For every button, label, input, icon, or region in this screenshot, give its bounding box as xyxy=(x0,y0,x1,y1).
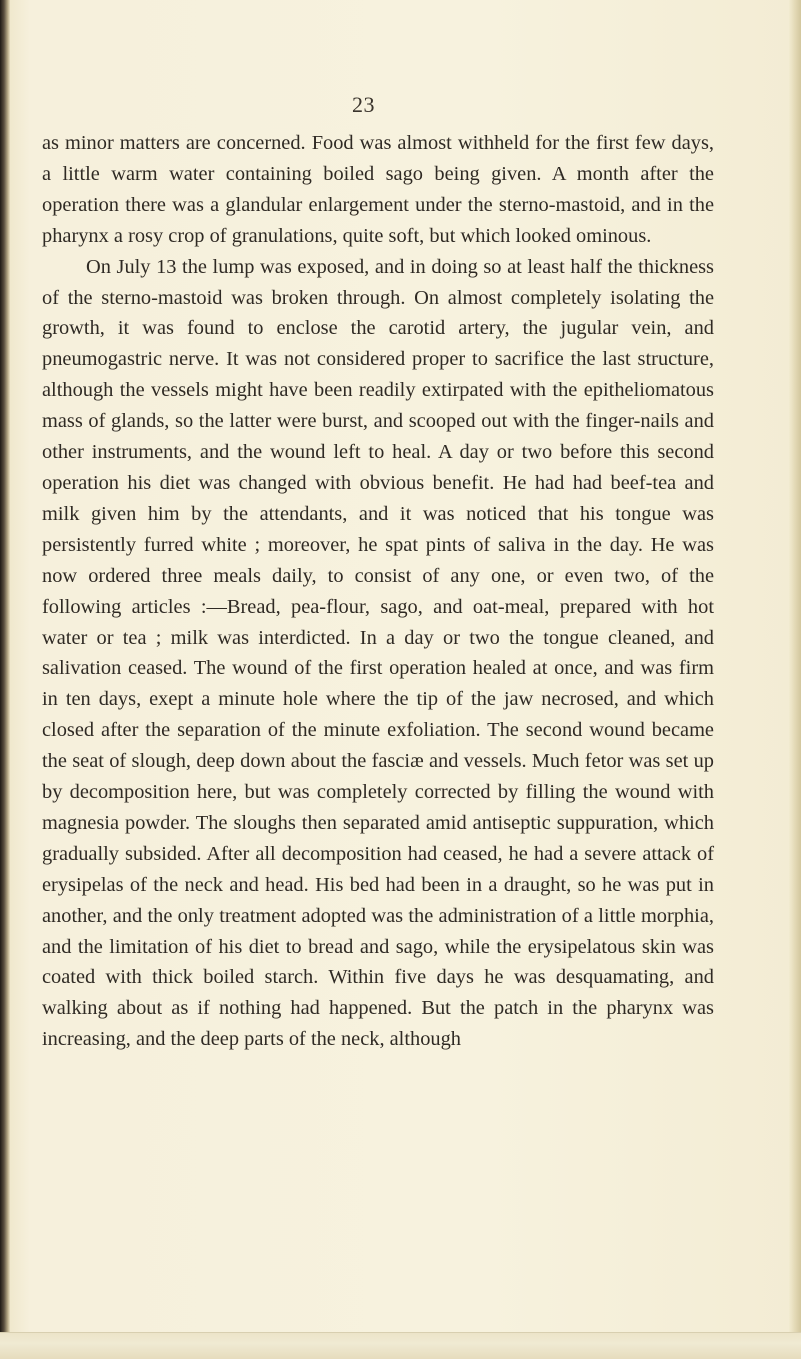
paragraph-1: as minor matters are concerned. Food was almost withheld for the first few days, a little warm water containing boiled sago being given. A month after the operation there was a glandular enlargement under the sterno-mastoid, and in the pharynx a rosy crop of granulations, quite soft, but which looked ominous. xyxy=(42,132,714,247)
book-spine-shadow xyxy=(0,0,10,1359)
paragraph-2: On July 13 the lump was exposed, and in doing so at least half the thickness of the sterno-mastoid was broken through. On almost completely isolating the growth, it was found to enclose the carotid artery, the jugular vein, and pneumogastric nerve. It was not considered proper to sacrifice the last structure, although the vessels might have been readily extirpated with the epitheliomatous mass of glands, so the latter were burst, and scooped out with the finger-nails and other instruments, and the wound left to heal. A day or two before this second operation his diet was changed with obvious benefit. He had had beef-tea and milk given him by the attendants, and it was noticed that his tongue was persistently furred white ; moreover, he spat pints of saliva in the day. He was now ordered three meals daily, to consist of any one, or even two, of the following articles :—Bread, pea-flour, sago, and oat-meal, prepared with hot water or tea ; milk was interdicted. In a day or two the tongue cleaned, and salivation ceased. The wound of the first operation healed at once, and was firm in ten days, exept a minute hole where the tip of the jaw necrosed, and which closed after the separation of the minute exfoliation. The second wound became the seat of slough, deep down about the fasciæ and vessels. Much fetor was set up by decomposition here, but was completely corrected by filling the wound with magnesia powder. The sloughs then separated amid antiseptic suppuration, which gradually subsided. After all decomposition had ceased, he had a severe attack of erysipelas of the neck and head. His bed had been in a draught, so he was put in another, and the only treatment adopted was the administration of a little morphia, and the limitation of his diet to bread and sago, while the erysipelatous skin was coated with thick boiled starch. Within five days he was desquamating, and walking about as if nothing had happened. But the patch in the pharynx was increasing, and the deep parts of the neck, although xyxy=(42,255,714,1051)
page-number: 23 xyxy=(352,92,375,117)
page-edge xyxy=(789,0,801,1359)
body-text xyxy=(42,128,714,1055)
page-bottom-edge xyxy=(0,1332,801,1359)
